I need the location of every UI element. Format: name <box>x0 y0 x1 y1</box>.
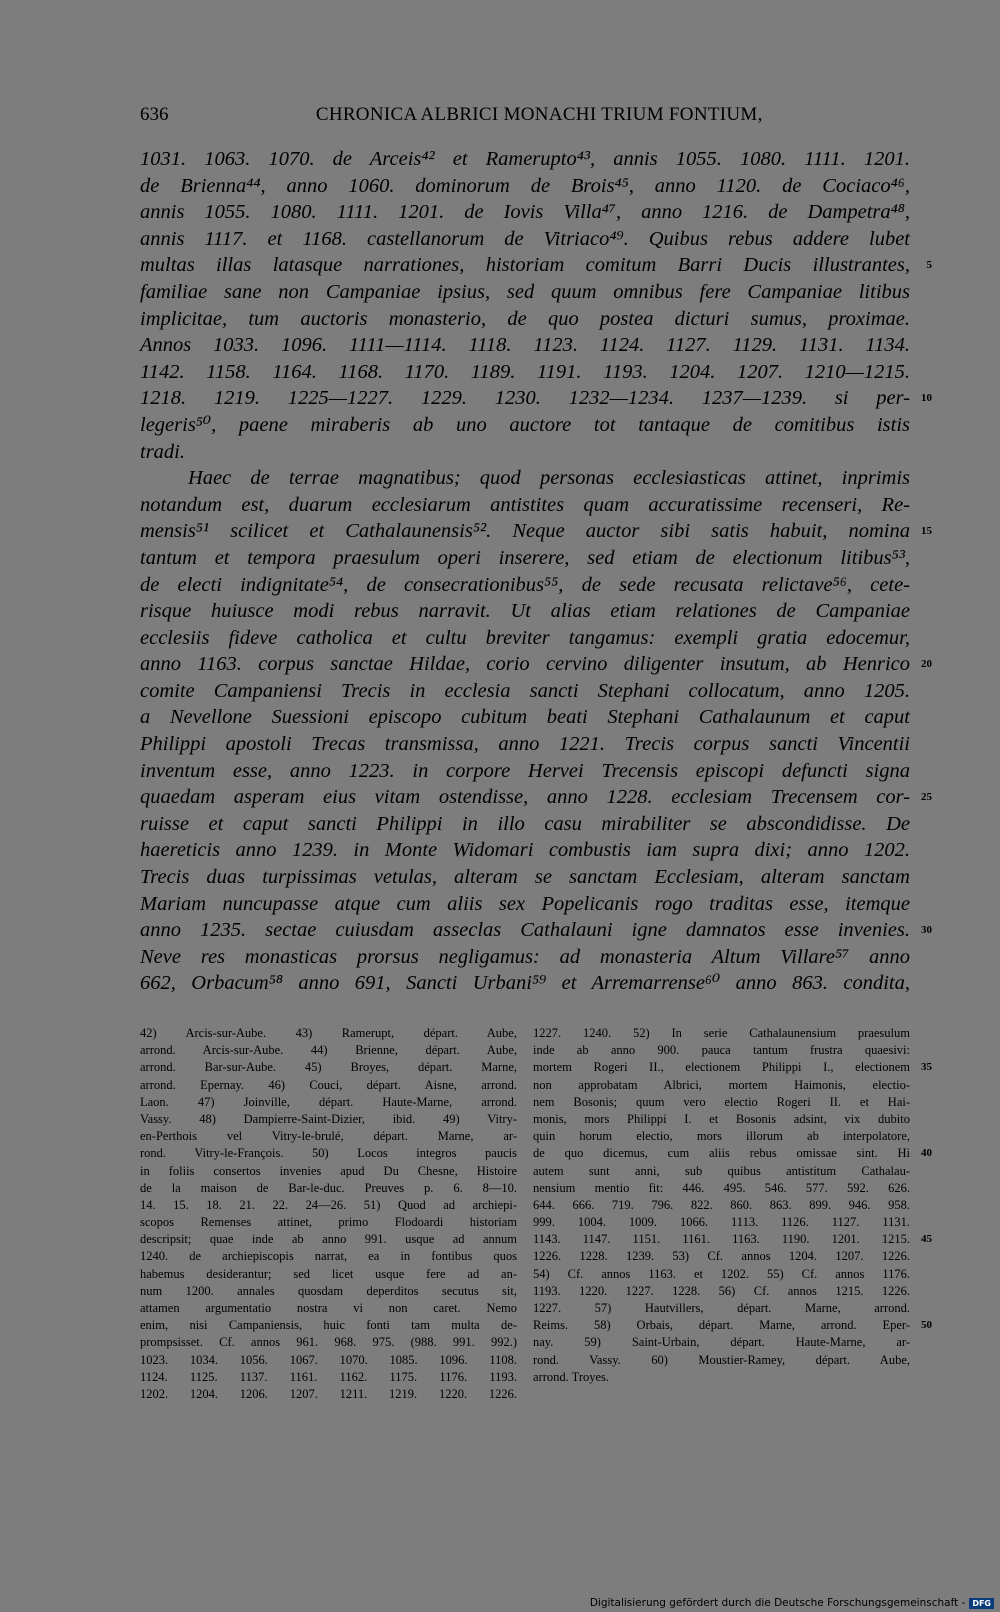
text-line <box>140 1214 517 1231</box>
text-line <box>140 1059 517 1076</box>
line-text: arrond. Arcis-sur-Aube. 44) Brienne, départ. Aube, <box>140 1043 517 1058</box>
text-line <box>533 1334 910 1351</box>
line-text: a Nevellone Suessioni episcopo cubitum beati Stephani Cathalaunum et caput <box>140 706 910 729</box>
text-line <box>140 146 910 173</box>
text-line <box>140 944 910 971</box>
line-text: risque huiusce modi rebus narravit. Ut alias etiam relationes de Campaniae <box>140 600 910 623</box>
line-number: 20 <box>921 658 932 671</box>
text-line <box>140 1145 517 1162</box>
text-line <box>140 1077 517 1094</box>
text-line <box>140 226 910 253</box>
line-text: num 1200. annales quosdam deperditos secutus sit, <box>140 1283 517 1298</box>
line-text: ecclesiis fideve catholica et cultu breviter tangamus: exempli gratia edocemur, <box>140 626 910 649</box>
text-line <box>140 704 910 731</box>
text-line <box>140 518 932 545</box>
line-number: 10 <box>921 392 932 405</box>
text-line <box>140 1128 517 1145</box>
text-line <box>140 1094 517 1111</box>
line-text: enim, nisi Campaniensis, huic fonti tam multa de- <box>140 1318 517 1333</box>
line-text: 644. 666. 719. 796. 822. 860. 863. 899. 946. 958. <box>533 1197 910 1212</box>
text-line <box>140 731 910 758</box>
text-line <box>533 1042 910 1059</box>
footer <box>590 1597 994 1609</box>
text-line <box>533 1214 910 1231</box>
text-line <box>533 1317 932 1334</box>
line-text: 1227. 57) Hautvillers, départ. Marne, arrond. <box>533 1301 910 1315</box>
text-line <box>140 306 910 333</box>
line-text: implicitae, tum auctoris monasterio, de quo postea dicturi sumus, proximae. <box>140 307 910 330</box>
line-text: anno 1163. corpus sanctae Hildae, corio cervino diligenter insutum, ab Henrico <box>140 653 910 676</box>
line-text: quin horum electio, mors illorum ab interpolatore, <box>533 1129 910 1144</box>
dfg-logo: DFG <box>969 1598 994 1609</box>
text-line <box>533 1180 910 1197</box>
line-text: familiae sane non Campaniae ipsius, sed quum omnibus fere Campaniae litibus <box>140 280 910 303</box>
text-line <box>140 784 932 811</box>
line-text: mensis⁵¹ scilicet et Cathalaunensis⁵². Neque auctor sibi satis habuit, nomina <box>140 520 910 543</box>
line-text: 42) Arcis-sur-Aube. 43) Ramerupt, départ. Aube, <box>140 1026 517 1040</box>
text-line <box>140 1111 517 1128</box>
line-text: scopos Remenses attinet, primo Flodoardi historiam <box>140 1215 517 1230</box>
line-text: multas illas latasque narrationes, historiam comitum Barri Ducis illustrantes, <box>140 254 910 277</box>
running-title: CHRONICA ALBRICI MONACHI TRIUM FONTIUM, <box>315 104 763 125</box>
text-line <box>140 572 910 599</box>
line-text: rond. Vassy. 60) Moustier-Ramey, départ. Aube, <box>533 1352 910 1367</box>
line-text: 1031. 1063. 1070. de Arceis⁴² et Ramerupto⁴³, annis 1055. 1080. 1111. 1201. <box>140 148 910 170</box>
text-line <box>140 439 910 466</box>
text-line <box>140 837 910 864</box>
line-text: annis 1117. et 1168. castellanorum de Vitriaco⁴⁹. Quibus rebus addere lubet <box>140 227 910 250</box>
line-number: 45 <box>921 1233 932 1246</box>
line-text: nay. 59) Saint-Urbain, départ. Haute-Marne, ar- <box>533 1335 910 1350</box>
line-text: nensium mentio fit: 446. 495. 546. 577. 592. 626. <box>533 1180 910 1195</box>
line-text: en-Perthois vel Vitry-le-brulé, départ. Marne, ar- <box>140 1129 517 1144</box>
line-text: de electi indignitate⁵⁴, de consecrationibus⁵⁵, de sede recusata relictave⁵⁶, cete- <box>140 573 910 596</box>
text-line <box>140 545 910 572</box>
text-line <box>140 1025 517 1042</box>
line-text: 1202. 1204. 1206. 1207. 1211. 1219. 1220. 1226. <box>140 1386 517 1401</box>
text-line <box>140 1266 517 1283</box>
line-text: inde ab anno 900. pauca tantum frustra quaesivi: <box>533 1043 910 1058</box>
line-text: descripsit; quae inde ab anno 991. usque ad annum <box>140 1232 517 1247</box>
text-line <box>140 1317 517 1334</box>
line-text: 1143. 1147. 1151. 1161. 1163. 1190. 1201. 1215. <box>533 1232 910 1247</box>
line-number: 30 <box>921 924 932 937</box>
line-text: Vassy. 48) Dampierre-Saint-Dizier, ibid. 49) Vitry- <box>140 1111 517 1126</box>
text-line <box>140 1386 517 1403</box>
text-line <box>533 1059 932 1076</box>
line-text: autem sunt anni, sub quibus antistitum Cathalau- <box>533 1163 910 1178</box>
text-line <box>140 1248 517 1265</box>
text-line <box>533 1128 910 1145</box>
line-text: 1193. 1220. 1227. 1228. 56) Cf. annos 1215. 1226. <box>533 1283 910 1298</box>
line-text: Reims. 58) Orbais, départ. Marne, arrond. Eper- <box>533 1318 910 1333</box>
line-text: Trecis duas turpissimas vetulas, alteram se sanctam Ecclesiam, alteram sanctam <box>140 866 910 889</box>
text-line <box>140 811 910 838</box>
page-number: 636 <box>140 104 169 125</box>
line-text: 14. 15. 18. 21. 22. 24—26. 51) Quod ad archiepi- <box>140 1197 517 1212</box>
line-text: de quo dicemus, cum aliis rebus omissae sint. Hi <box>533 1146 910 1161</box>
text-line <box>140 758 910 785</box>
line-number: 5 <box>926 259 932 272</box>
text-line <box>140 864 910 891</box>
text-line <box>140 1369 517 1386</box>
text-line <box>140 412 910 439</box>
line-text: attamen argumentatio nostra vi non caret. Nemo <box>140 1301 517 1315</box>
line-text: 1240. de archiepiscopis narrat, ea in fontibus quos <box>140 1249 517 1264</box>
text-line <box>140 917 932 944</box>
text-line <box>533 1094 910 1111</box>
line-text: arrond. Bar-sur-Aube. 45) Broyes, départ. Marne, <box>140 1060 517 1075</box>
text-line <box>140 279 910 306</box>
line-text: mortem Rogeri II., electionem Philippi I., electionem <box>533 1060 910 1075</box>
text-line <box>533 1283 910 1300</box>
text-line <box>533 1111 910 1128</box>
line-number: 50 <box>921 1319 932 1332</box>
text-line <box>140 1283 517 1300</box>
line-text: 1218. 1219. 1225—1227. 1229. 1230. 1232—1234. 1237—1239. si per- <box>140 387 910 410</box>
line-text: de la maison de Bar-le-duc. Preuves p. 6. 8—10. <box>140 1180 517 1195</box>
text-line <box>140 891 910 918</box>
footer-text: Digitalisierung gefördert durch die Deutsche Forschungsgemeinschaft - <box>589 1597 966 1609</box>
text-line <box>140 1163 517 1180</box>
text-line <box>533 1163 910 1180</box>
footnotes-left-column <box>140 1025 517 1403</box>
line-text: 1227. 1240. 52) In serie Cathalaunensium praesulum <box>533 1026 910 1040</box>
line-text: non approbatam Albrici, mortem Haimonis, electio- <box>533 1077 910 1092</box>
line-text: habemus desiderantur; sed licet usque fere ad an- <box>140 1266 517 1281</box>
text-line <box>140 173 910 200</box>
line-text: arrond. Epernay. 46) Couci, départ. Aisne, arrond. <box>140 1077 517 1092</box>
line-text: haereticis anno 1239. in Monte Widomari combustis iam supra dixi; anno 1202. <box>140 839 910 862</box>
text-line <box>140 970 910 997</box>
line-text: ruisse et caput sancti Philippi in illo casu mirabiliter se abscondidisse. De <box>140 812 910 835</box>
text-line <box>533 1248 910 1265</box>
line-text: 54) Cf. annos 1163. et 1202. 55) Cf. annos 1176. <box>533 1266 910 1281</box>
line-text: arrond. Troyes. <box>533 1369 610 1384</box>
line-text: notandum est, duarum ecclesiarum antistites quam accuratissime recenseri, Re- <box>140 493 910 516</box>
text-line <box>140 1231 517 1248</box>
text-line <box>140 651 932 678</box>
text-line <box>140 385 932 412</box>
line-number: 40 <box>921 1147 932 1160</box>
text-line <box>140 625 910 652</box>
text-line <box>533 1352 910 1369</box>
text-line <box>140 1300 517 1317</box>
text-line <box>140 598 910 625</box>
text-line <box>533 1025 910 1042</box>
line-text: tantum et tempora praesulum operi inserere, sed etiam de electionum litibus⁵³, <box>140 546 910 569</box>
text-line <box>533 1145 932 1162</box>
line-text: Haec de terrae magnatibus; quod personas ecclesiasticas attinet, inprimis <box>188 467 910 490</box>
line-text: Mariam nuncupasse atque cum aliis sex Popelicanis rogo traditas esse, itemque <box>140 892 910 915</box>
text-line <box>140 1334 517 1351</box>
line-text: comite Campaniensi Trecis in ecclesia sancti Stephani collocatum, anno 1205. <box>140 679 910 702</box>
text-line <box>140 678 910 705</box>
text-line <box>533 1369 910 1386</box>
line-text: Philippi apostoli Trecas transmissa, anno 1221. Trecis corpus sancti Vincentii <box>140 733 910 756</box>
line-text: monis, mors Philippi I. et Bosonis adsint, vix dubito <box>533 1111 910 1126</box>
line-text: nem Bosonis; quum vero electio Rogeri II. et Hai- <box>533 1094 910 1109</box>
text-line <box>140 1180 517 1197</box>
line-text: legeris⁵⁰, paene miraberis ab uno auctore tot tantaque de comitibus istis <box>140 413 910 436</box>
line-number: 35 <box>921 1061 932 1074</box>
line-text: Neve res monasticas prorsus negligamus: ad monasteria Altum Villare⁵⁷ anno <box>140 945 910 968</box>
text-line <box>140 332 910 359</box>
text-line <box>140 252 932 279</box>
line-text: rond. Vitry-le-François. 50) Locos integros paucis <box>140 1146 517 1161</box>
main-text <box>140 146 932 997</box>
line-text: 1142. 1158. 1164. 1168. 1170. 1189. 1191. 1193. 1204. 1207. 1210—1215. <box>140 360 910 383</box>
text-line <box>533 1300 910 1317</box>
footnotes <box>140 1025 932 1403</box>
line-text: Annos 1033. 1096. 1111—1114. 1118. 1123. 1124. 1127. 1129. 1131. 1134. <box>140 334 910 357</box>
line-text: de Brienna⁴⁴, anno 1060. dominorum de Brois⁴⁵, anno 1120. de Cociaco⁴⁶, <box>140 174 910 197</box>
text-line <box>140 199 910 226</box>
text-line <box>140 1197 517 1214</box>
line-text: 1226. 1228. 1239. 53) Cf. annos 1204. 1207. 1226. <box>533 1249 910 1264</box>
page-header <box>140 104 910 126</box>
text-line <box>140 359 910 386</box>
line-text: annis 1055. 1080. 1111. 1201. de Iovis Villa⁴⁷, anno 1216. de Dampetra⁴⁸, <box>140 201 910 224</box>
line-number: 25 <box>921 791 932 804</box>
line-text: 1023. 1034. 1056. 1067. 1070. 1085. 1096. 1108. <box>140 1352 517 1367</box>
line-text: inventum esse, anno 1223. in corpore Hervei Trecensis episcopi defuncti signa <box>140 759 910 782</box>
text-line <box>533 1266 910 1283</box>
line-text: tradi. <box>140 440 185 463</box>
line-text: in foliis consertos invenies apud Du Chesne, Histoire <box>140 1163 517 1178</box>
line-text: quaedam asperam eius vitam ostendisse, anno 1228. ecclesiam Trecensem cor- <box>140 786 910 809</box>
line-text: prompsisset. Cf. annos 961. 968. 975. (988. 991. 992.) <box>140 1335 517 1350</box>
text-line <box>533 1077 910 1094</box>
text-line <box>533 1197 910 1214</box>
line-text: 662, Orbacum⁵⁸ anno 691, Sancti Urbani⁵⁹ et Arremarrense⁶⁰ anno 863. condita, <box>140 972 910 995</box>
text-line <box>533 1231 932 1248</box>
line-text: anno 1235. sectae cuiusdam asseclas Cathalauni igne damnatos esse invenies. <box>140 919 910 942</box>
text-line <box>140 1352 517 1369</box>
line-text: 999. 1004. 1009. 1066. 1113. 1126. 1127. 1131. <box>533 1215 910 1230</box>
text-line <box>140 492 910 519</box>
line-number: 15 <box>921 525 932 538</box>
line-text: Laon. 47) Joinville, départ. Haute-Marne, arrond. <box>140 1094 517 1109</box>
text-line <box>140 1042 517 1059</box>
text-line <box>140 465 910 492</box>
line-text: 1124. 1125. 1137. 1161. 1162. 1175. 1176. 1193. <box>140 1369 517 1384</box>
footnotes-right-column <box>533 1025 932 1403</box>
